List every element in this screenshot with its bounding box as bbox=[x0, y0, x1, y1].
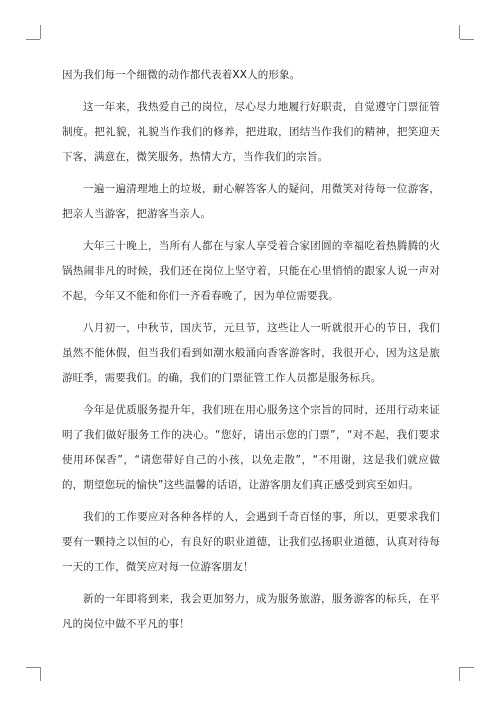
paragraph: 新的一年即将到来，我会更加努力，成为服务旅游，服务游客的标兵，在平凡的岗位中做不平凡的事！ bbox=[62, 593, 440, 630]
crop-mark-top-left bbox=[40, 25, 41, 39]
paragraph: 大年三十晚上，当所有人都在与家人享受着合家团圆的幸福吃着热腾腾的火锅热闹非凡的时候，我们还在岗位上坚守着，只能在心里悄悄的跟家人说一声对不起，今年又不能和你们一齐看春晚了，因为单位需要我。 bbox=[62, 240, 440, 302]
crop-mark-top-right bbox=[459, 25, 460, 39]
paragraph: 这一年来，我热爱自己的岗位，尽心尽力地履行好职责，自觉遵守门票征管制度。把礼貌，礼貌当作我们的修养，把进取，团结当作我们的精神，把笑迎天下客，满意在，微笑服务，热情大方，当作我们的宗旨。 bbox=[62, 101, 440, 163]
crop-mark-bottom-right bbox=[460, 667, 474, 668]
paragraph: 一遍一遍清理地上的垃圾，耐心解答客人的疑问，用微笑对待每一位游客，把亲人当游客，把游客当亲人。 bbox=[62, 183, 440, 220]
crop-mark-top-left bbox=[26, 39, 40, 40]
paragraph: 八月初一，中秋节，国庆节，元旦节，这些让人一听就很开心的节日，我们虽然不能休假，但当我们看到如潮水般涌向香客游客时，我很开心，因为这是旅游旺季，需要我们。的确，我们的门票征管工作人员都是服务标兵。 bbox=[62, 322, 440, 384]
crop-mark-top-right bbox=[460, 39, 474, 40]
crop-mark-bottom-left bbox=[26, 667, 40, 668]
paragraph: 我们的工作要应对各种各样的人，会遇到千奇百怪的事，所以，更要求我们要有一颗持之以恒的心，有良好的职业道德，让我们弘扬职业道德，认真对待每一天的工作，微笑应对每一位游客朋友！ bbox=[62, 511, 440, 573]
document-body bbox=[62, 63, 440, 644]
paragraph: 因为我们每一个细微的动作都代表着XX人的形象。 bbox=[62, 69, 301, 81]
paragraph: 今年是优质服务提升年，我们班在用心服务这个宗旨的同时，还用行动来证明了我们做好服务工作的决心。“您好，请出示您的门票”，“对不起，我们要求使用环保香”，“请您带好自己的小孩，以免走散”，“不用谢，这是我们就应做的，期望您玩的愉快”这些温馨的话语，让游客朋友们真正感受到宾至如归。 bbox=[62, 404, 440, 491]
crop-mark-bottom-right bbox=[459, 667, 460, 681]
crop-mark-bottom-left bbox=[40, 667, 41, 681]
